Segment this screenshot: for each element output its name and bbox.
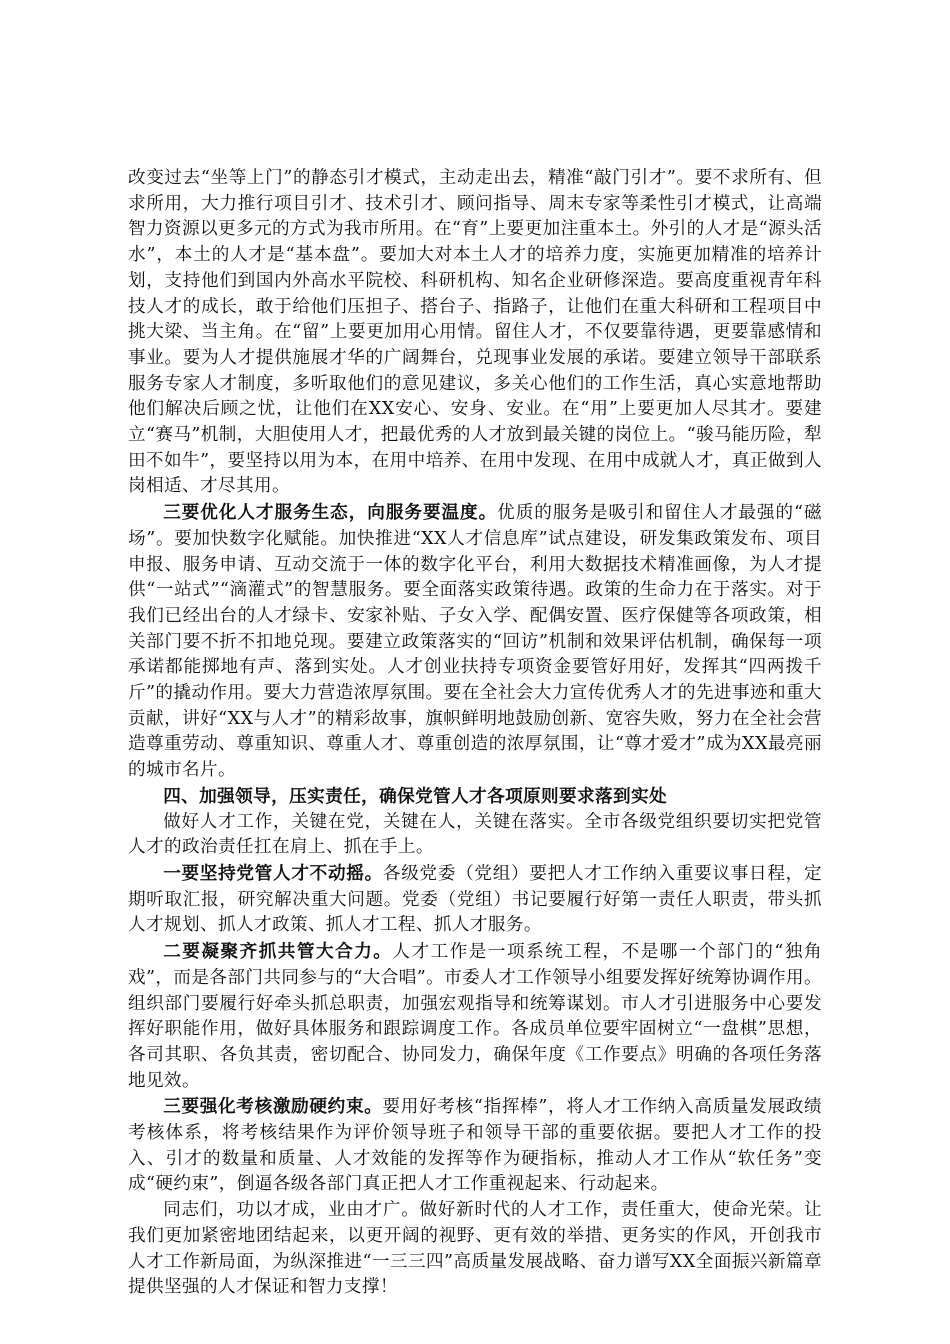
paragraph-text: 优质的服务是吸引和留住人才最强的“磁场”。要加快数字化赋能。加快推进“XX人才信息库”试点建设，研发集政策发布、项目申报、服务申请、互动交流于一体的数字化平台，利用大数据技术精准画像，为人才提供“一站式”“滴灌式”的智慧服务。要全面落实政策待遇。政策的生命力在于落实。对于我们已经出台的人才绿卡、安家补贴、子女入学、配偶安置、医疗保健等各项政策，相关部门要不折不扣地兑现。要建立政策落实的“回访”机制和效果评估机制，确保每一项承诺都能掷地有声、落到实处。人才创业扶持专项资金要管好用好，发挥其“四两拨千斤”的撬动作用。要大力营造浓厚氛围。要在全社会大力宣传优秀人才的先进事迹和重大贡献，讲好“XX与人才”的精彩故事，旗帜鲜明地鼓励创新、宽容失败，努力在全社会营造尊重劳动、尊重知识、尊重人才、尊重创造的浓厚氛围，让“尊才爱才”成为XX最亮丽的城市名片。: [128, 503, 822, 781]
paragraph-talent-cultivation: [128, 166, 822, 500]
paragraph-assessment: [128, 1094, 822, 1198]
paragraph-text: 做好人才工作，关键在党，关键在人，关键在落实。全市各级党组织要切实把党管人才的政治责任扛在肩上、抓在手上。: [128, 811, 822, 858]
paragraph-text: 改变过去“坐等上门”的静态引才模式，主动走出去，精准“敲门引才”。要不求所有、但求所用，大力推行项目引才、技术引才、顾问指导、周末专家等柔性引才模式，让高端智力资源以更多元的方式为我市所用。在“育”上要更加注重本土。外引的人才是“源头活水”，本土的人才是“基本盘”。要加大对本土人才的培养力度，实施更加精准的培养计划，支持他们到国内外高水平院校、科研机构、知名企业研修深造。要高度重视青年科技人才的成长，敢于给他们压担子、搭台子、指路子，让他们在重大科研和工程项目中挑大梁、当主角。在“留”上要更加用心用情。留住人才，不仅要靠待遇，更要靠感情和事业。要为人才提供施展才华的广阔舞台，兑现事业发展的承诺。要建立领导干部联系服务专家人才制度，多听取他们的意见建议，多关心他们的工作生活，真心实意地帮助他们解决后顾之忧，让他们在XX安心、安身、安业。在“用”上要更加人尽其才。要建立“赛马”机制，大胆使用人才，把最优秀的人才放到最关键的岗位上。“骏马能历险，犁田不如牛”，要坚持以用为本，在用中培养、在用中发现、在用中成就人才，真正做到人岗相适、才尽其用。: [128, 168, 822, 497]
paragraph-text: 人才工作是一项系统工程，不是哪一个部门的“独角戏”，而是各部门共同参与的“大合唱”。市委人才工作领导小组要发挥好统筹协调作用。组织部门要履行好牵头抓总职责，加强宏观指导和统筹谋划。市人才引进服务中心要发挥好职能作用，做好具体服务和跟踪调度工作。各成员单位要牢固树立“一盘棋”思想，各司其职、各负其责，密切配合、协同发力，确保年度《工作要点》明确的各项任务落地见效。: [128, 942, 822, 1091]
paragraph-joint-effort: [128, 939, 822, 1094]
paragraph-service-ecosystem: [128, 500, 822, 784]
paragraph-lead: 二要凝聚齐抓共管大合力。: [163, 941, 393, 963]
paragraph-lead: 三要强化考核激励硬约束。: [163, 1096, 383, 1118]
paragraph-section-intro: [128, 810, 822, 861]
paragraph-text: 同志们，功以才成，业由才广。做好新时代的人才工作，责任重大，使命光荣。让我们更加紧密地团结起来，以更开阔的视野、更有效的举措、更务实的作风，开创我市人才工作新局面，为纵深推进“一三三四”高质量发展战略、奋力谱写XX全面振兴新篇章提供坚强的人才保证和智力支撑！: [128, 1200, 822, 1298]
paragraph-text: 各级党委（党组）要把人才工作纳入重要议事日程，定期听取汇报，研究解决重大问题。党委（党组）书记要履行好第一责任人职责，带头抓人才规划、抓人才政策、抓人才工程、抓人才服务。: [128, 863, 822, 936]
paragraph-party-leadership: [128, 861, 822, 939]
document-body: [128, 166, 822, 1301]
paragraph-lead: 一要坚持党管人才不动摇。: [163, 862, 383, 884]
paragraph-text: 要用好考核“指挥棒”，将人才工作纳入高质量发展政绩考核体系，将考核结果作为评价领导班子和领导干部的重要依据。要把人才工作的投入、引才的数量和质量、人才效能的发挥等作为硬指标，推动人才工作从“软任务”变成“硬约束”，倒逼各级各部门真正把人才工作重视起来、行动起来。: [128, 1097, 822, 1195]
paragraph-lead: 三要优化人才服务生态，向服务要温度。: [163, 502, 498, 524]
section-heading: 四、加强领导，压实责任，确保党管人才各项原则要求落到实处: [163, 785, 668, 807]
paragraph-closing: [128, 1198, 822, 1301]
